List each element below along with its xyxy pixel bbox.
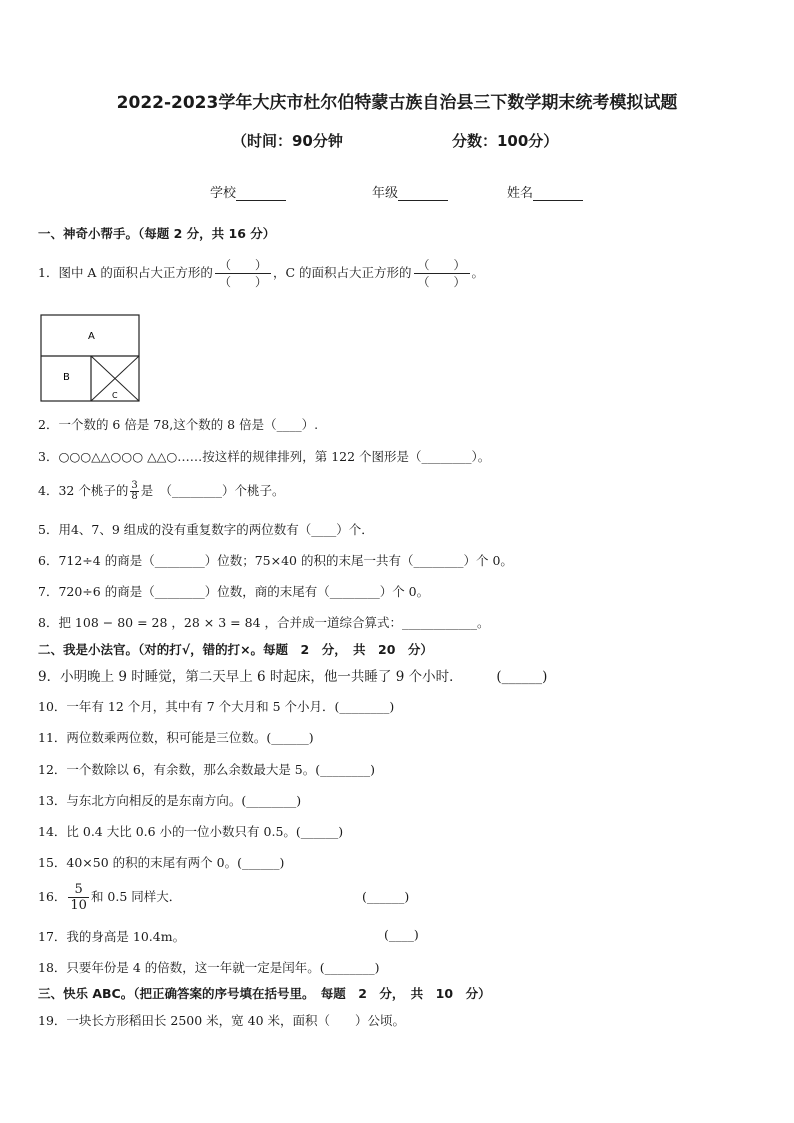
q16-text: 和 0.5 同样大． (90, 889, 182, 904)
q4-fraction-den: 8 (131, 491, 138, 502)
question-13: 13．与东北方向相反的是东南方向。(________) (38, 793, 302, 808)
school-label: 学校 (210, 186, 237, 201)
q1-fraction-c-den[interactable]: （ ） (417, 275, 466, 289)
question-19: 19．一块长方形稻田长 2500 米，宽 40 米，面积（ ）公顷。 (38, 1013, 406, 1028)
question-18: 18．只要年份是 4 的倍数，这一年就一定是闰年。(________) (38, 960, 380, 975)
question-10: 10．一年有 12 个月，其中有 7 个大月和 5 个小月．(________) (38, 699, 395, 714)
question-14: 14．比 0.4 大比 0.6 小的一位小数只有 0.5。(______) (38, 824, 344, 839)
q16-blank[interactable]: (______) (362, 889, 410, 904)
label-a: A (88, 331, 95, 342)
question-2: 2．一个数的 6 倍是 78,这个数的 8 倍是（____）. (38, 417, 319, 432)
question-8: 8．把 108 − 80 = 28 ，28 × 3 = 84 ，合并成一道综合算式：____________。 (38, 615, 490, 630)
q4-fraction (130, 481, 138, 502)
score-label: 分数：100分） (452, 132, 559, 150)
question-5: 5．用4、7、9 组成的没有重复数字的两位数有（____）个． (38, 522, 374, 537)
q16-prefix: 16． (38, 889, 67, 904)
question-17: 17．我的身高是 10.4m。 (38, 929, 186, 944)
q16-fraction-num: 5 (68, 882, 89, 898)
q1-fraction-c (414, 257, 470, 290)
q1-text-2: ，C 的面积占大正方形的 (272, 265, 412, 280)
grade-field[interactable] (372, 182, 448, 201)
name-field[interactable] (507, 182, 583, 201)
q1-fraction-c-num[interactable]: （ ） (414, 257, 470, 274)
question-12: 12．一个数除以 6，有余数，那么余数最大是 5。(________) (38, 762, 376, 777)
page-title: 2022-2023学年大庆市杜尔伯特蒙古族自治县三下数学期末统考模拟试题 (116, 93, 678, 113)
q16-fraction-den: 10 (70, 898, 87, 913)
question-11: 11．两位数乘两位数，积可能是三位数。(______) (38, 730, 314, 745)
question-16 (38, 878, 181, 916)
grade-label: 年级 (372, 186, 399, 201)
q1-text-3: 。 (471, 265, 485, 280)
q4-text-2: 是 （________）个桃子。 (140, 483, 285, 498)
grade-blank[interactable] (398, 187, 448, 201)
name-label: 姓名 (507, 186, 534, 201)
label-c: C (112, 391, 118, 400)
question-4 (38, 476, 284, 506)
q16-fraction (68, 882, 89, 913)
name-blank[interactable] (533, 187, 583, 201)
question-1 (38, 256, 484, 290)
section-2-heading: 二、我是小法官。（对的打√，错的打×。每题 2 分， 共 20 分） (38, 642, 433, 657)
q1-fraction-a (215, 257, 271, 290)
question-9: 9．小明晚上 9 时睡觉，第二天早上 6 时起床，他一共睡了 9 个小时． (______) (38, 669, 548, 685)
q1-fraction-a-num[interactable]: （ ） (215, 257, 271, 274)
q1-text-1: 1．图中 A 的面积占大正方形的 (38, 265, 213, 280)
school-blank[interactable] (236, 187, 286, 201)
q4-text-1: 4．32 个桃子的 (38, 483, 129, 498)
question-7: 7．720÷6 的商是（________）位数，商的末尾有（________）个 0。 (38, 584, 430, 599)
section-1-heading: 一、神奇小帮手。（每题 2 分，共 16 分） (38, 226, 276, 241)
question-6: 6．712÷4 的商是（________）位数；75×40 的积的末尾一共有（________）个 0。 (38, 553, 513, 568)
school-field[interactable] (210, 182, 286, 201)
big-square (41, 315, 139, 401)
q17-blank[interactable]: (____) (384, 927, 419, 942)
label-b: B (63, 372, 70, 383)
question-15: 15．40×50 的积的末尾有两个 0。(______) (38, 855, 285, 870)
time-label: （时间：90分钟 (232, 132, 343, 150)
square-figure (40, 314, 142, 404)
section-3-heading: 三、快乐 ABC。（把正确答案的序号填在括号里。 每题 2 分， 共 10 分） (38, 986, 491, 1001)
question-3: 3．○○○△△○○○ △△○……按这样的规律排列，第 122 个图形是（________）。 (38, 449, 491, 464)
q4-fraction-num: 3 (131, 480, 138, 491)
q1-fraction-a-den[interactable]: （ ） (218, 275, 267, 289)
